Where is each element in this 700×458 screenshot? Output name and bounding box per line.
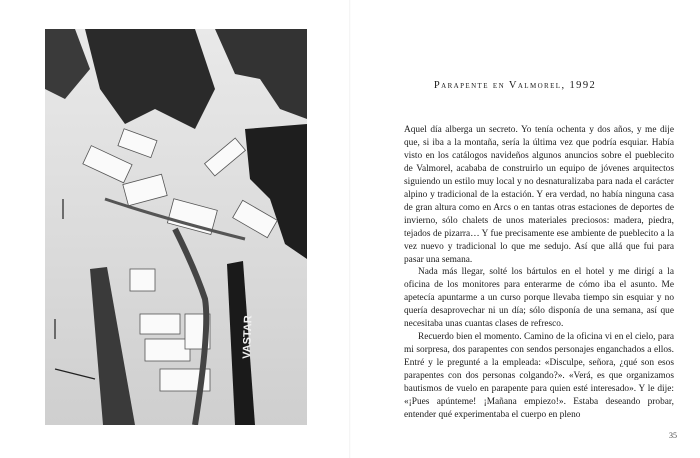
photo-illustration: [45, 29, 307, 425]
ski-brand-text: VASTAR: [241, 315, 255, 360]
chapter-heading: Parapente en Valmorel, 1992: [433, 80, 597, 91]
paragraph-2: Nada más llegar, solté los bártulos en el hotel y me dirigí a la oficina de los monitores para enterarme de cómo iba el asunto. Me apetecía apuntarme a un curso porque llevaba tiempo sin esquiar y no quería desaprovechar ni un día; sólo disponía de una semana, así que necesitaba unas cuantas clases de refresco.: [404, 267, 674, 330]
aerial-ski-resort-photo: [45, 29, 307, 425]
paragraph-3: Recuerdo bien el momento. Camino de la oficina vi en el cielo, para mi sorpresa, dos parapentes con sendos personajes enganchados a ellos. Entré y le pregunté a la empleada: «Disculpe, señora, ¿qué son esos parapentes con dos personas colgando?». «Verá, es que organizamos bautismos de vuelo en parapente para quien esté interesado». Y le dije: «¡Pues apúnteme! ¡Mañana empiezo!». Estaba deseando probar, entender qué experimentaba el cuerpo en pleno: [404, 332, 674, 420]
book-gutter: [349, 0, 351, 458]
page-number: 35: [669, 431, 677, 440]
body-text: [404, 124, 674, 422]
paragraph-1: Aquel día alberga un secreto. Yo tenía ochenta y dos años, y me dije que, si iba a la montaña, sería la última vez que podría esquiar. Había visto en los catálogos navideños algunos anuncios sobre el pueblecito de Valmorel, acababa de construirlo un equipo de jóvenes arquitectos siguiendo un estilo muy local y no desnaturalizaba para nada el carácter alpino y tradicional de la estación. Y era verdad, no había ninguna casa de gran altura como en Arcs o en tantas otras estaciones de deportes de invierno, sólo chalets de unos materiales preciosos: madera, piedra, tejados de pizarra… Y fue precisamente ese ambiente de pueblecito a la vez nuevo y tradicional lo que me sedujo. Así que allá que fui para pasar una semana.: [404, 125, 674, 265]
